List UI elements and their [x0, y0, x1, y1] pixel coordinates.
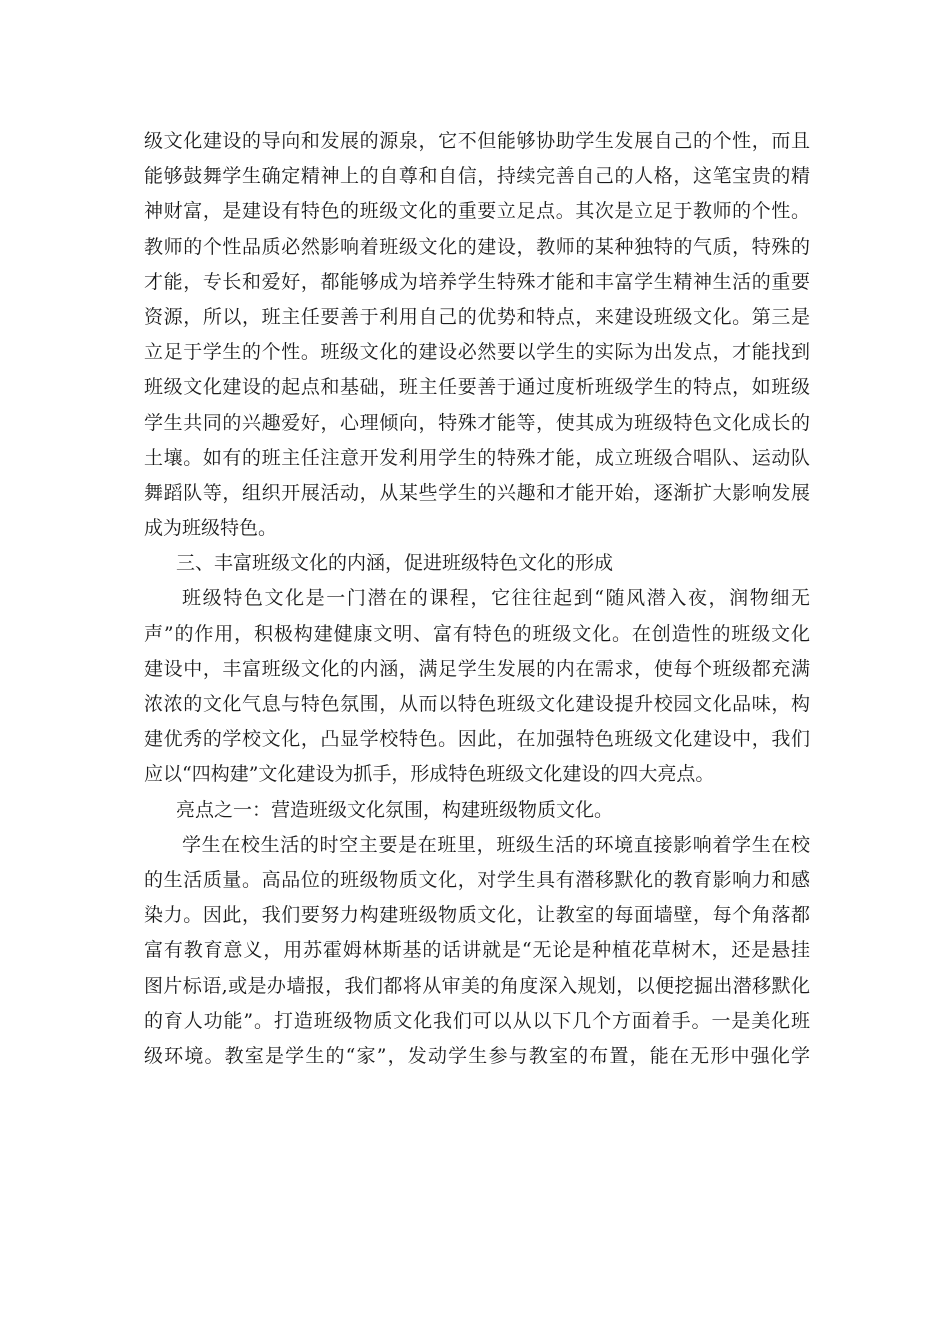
text-line: 学生在校生活的时空主要是在班里，班级生活的环境直接影响着学生在校 [182, 833, 810, 856]
text-line: 浓浓的文化气息与特色氛围，从而以特色班级文化建设提升校园文化品味，构 [144, 693, 810, 715]
text-line: 成为班级特色。 [144, 517, 278, 540]
text-line: 声”的作用，积极构建健康文明、富有特色的班级文化。在创造性的班级文化 [144, 622, 810, 645]
text-line: 的育人功能”。打造班级物质文化我们可以从以下几个方面着手。一是美化班 [144, 1009, 810, 1032]
text-line: 能够鼓舞学生确定精神上的自尊和自信，持续完善自己的人格，这笔宝贵的精 [144, 165, 810, 188]
heading-line: 亮点之一：营造班级文化氛围，构建班级物质文化。 [176, 798, 614, 821]
body-paragraph [144, 581, 810, 792]
text-line: 神财富，是建设有特色的班级文化的重要立足点。其次是立足于教师的个性。 [144, 200, 810, 223]
text-line: 级文化建设的导向和发展的源泉，它不但能够协助学生发展自己的个性，而且 [144, 130, 810, 152]
text-line: 富有教育意义，用苏霍姆林斯基的话讲就是“无论是种植花草树木，还是悬挂 [144, 939, 810, 962]
text-line: 舞蹈队等，组织开展活动，从某些学生的兴趣和才能开始，逐渐扩大影响发展 [144, 481, 810, 504]
text-line: 教师的个性品质必然影响着班级文化的建设，教师的某种独特的气质，特殊的 [144, 235, 810, 258]
section-heading [144, 793, 810, 828]
heading-line: 三、丰富班级文化的内涵，促进班级特色文化的形成 [176, 552, 614, 575]
text-line: 染力。因此，我们要努力构建班级物质文化，让教室的每面墙壁，每个角落都 [144, 904, 810, 927]
text-line: 学生共同的兴趣爱好，心理倾向，特殊才能等，使其成为班级特色文化成长的 [144, 411, 810, 434]
document-body [144, 124, 810, 1074]
text-line: 图片标语,或是办墙报，我们都将从审美的角度深入规划，以便挖掘出潜移默化 [144, 974, 810, 997]
text-line: 建设中，丰富班级文化的内涵，满足学生发展的内在需求，使每个班级都充满 [144, 657, 810, 680]
text-line: 应以“四构建”文化建设为抓手，形成特色班级文化建设的四大亮点。 [144, 763, 715, 786]
text-line: 的生活质量。高品位的班级物质文化，对学生具有潜移默化的教育影响力和感 [144, 868, 810, 891]
text-line: 资源，所以，班主任要善于利用自己的优势和特点，来建设班级文化。第三是 [144, 305, 810, 328]
text-line: 立足于学生的个性。班级文化的建设必然要以学生的实际为出发点，才能找到 [144, 341, 810, 364]
text-line: 级环境。教室是学生的“家”，发动学生参与教室的布置，能在无形中强化学 [144, 1044, 810, 1067]
text-line: 班级特色文化是一门潜在的课程，它往往起到“随风潜入夜，润物细无 [182, 587, 810, 610]
body-paragraph [144, 828, 810, 1074]
body-paragraph [144, 124, 810, 546]
text-line: 班级文化建设的起点和基础，班主任要善于通过度析班级学生的特点，如班级 [144, 376, 810, 399]
section-heading [144, 546, 810, 581]
text-line: 土壤。如有的班主任注意开发利用学生的特殊才能，成立班级合唱队、运动队 [144, 446, 810, 469]
text-line: 才能，专长和爱好，都能够成为培养学生特殊才能和丰富学生精神生活的重要 [144, 270, 810, 293]
text-line: 建优秀的学校文化，凸显学校特色。因此，在加强特色班级文化建设中，我们 [144, 728, 810, 751]
